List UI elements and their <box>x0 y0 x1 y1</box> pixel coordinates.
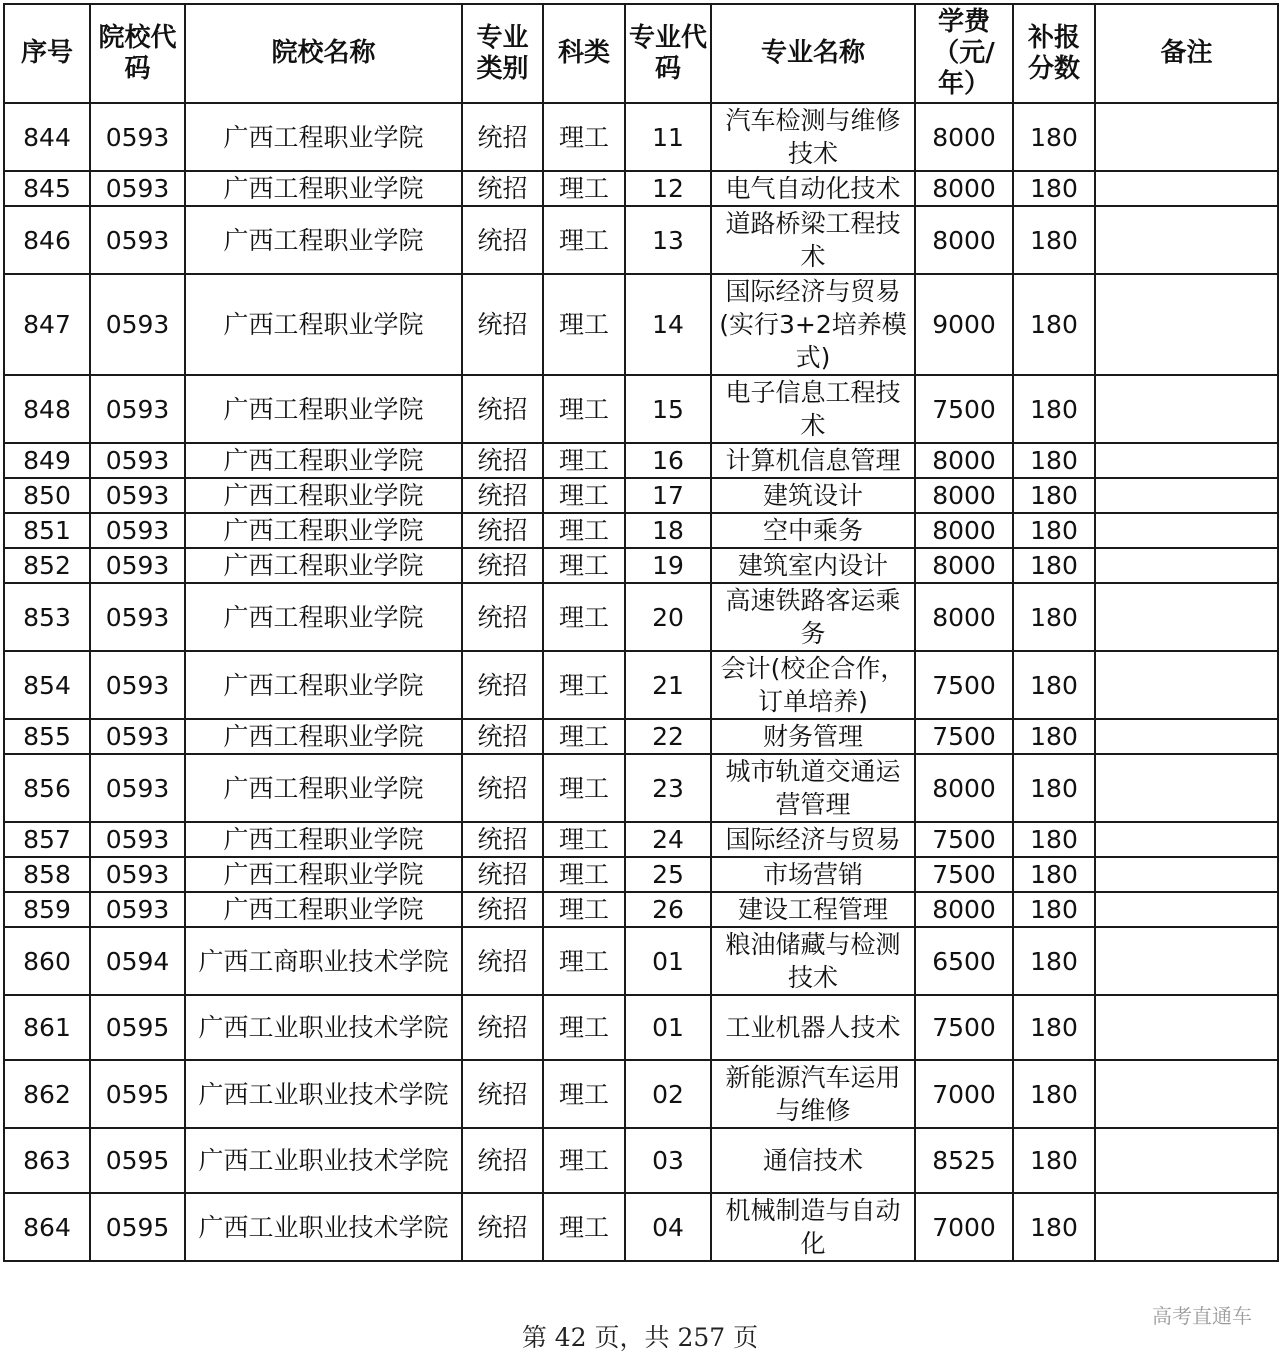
table-row <box>4 995 1278 1060</box>
header-cell: 备注 <box>1095 4 1278 103</box>
major-type-cell: 统招 <box>462 171 543 206</box>
table-row <box>4 927 1278 995</box>
table-row <box>4 443 1278 478</box>
table-header-row <box>4 4 1278 103</box>
school-name-cell: 广西工程职业学院 <box>185 513 462 548</box>
subject-category-cell: 理工 <box>543 1193 625 1261</box>
table-row <box>4 548 1278 583</box>
tuition-fee-cell: 8000 <box>915 583 1013 651</box>
supplement-score-cell: 180 <box>1013 103 1095 171</box>
major-code-cell: 13 <box>625 206 711 274</box>
header-cell: 专业名称 <box>711 4 915 103</box>
school-name-cell: 广西工程职业学院 <box>185 443 462 478</box>
school-name-cell: 广西工业职业技术学院 <box>185 1128 462 1193</box>
tuition-fee-cell: 7000 <box>915 1060 1013 1128</box>
school-name-cell: 广西工商职业技术学院 <box>185 927 462 995</box>
table-row <box>4 857 1278 892</box>
tuition-fee-cell: 7500 <box>915 995 1013 1060</box>
row-number-cell: 858 <box>4 857 90 892</box>
row-number-cell: 850 <box>4 478 90 513</box>
row-number-cell: 863 <box>4 1128 90 1193</box>
major-name-cell: 道路桥梁工程技术 <box>711 206 915 274</box>
school-name-cell: 广西工业职业技术学院 <box>185 995 462 1060</box>
major-type-cell: 统招 <box>462 274 543 375</box>
major-type-cell: 统招 <box>462 719 543 754</box>
school-code-cell: 0595 <box>90 1060 185 1128</box>
header-cell: 专业代码 <box>625 4 711 103</box>
school-name-cell: 广西工程职业学院 <box>185 478 462 513</box>
header-cell: 专业类别 <box>462 4 543 103</box>
remark-cell <box>1095 1193 1278 1261</box>
school-code-cell: 0595 <box>90 995 185 1060</box>
tuition-fee-cell: 8000 <box>915 548 1013 583</box>
remark-cell <box>1095 548 1278 583</box>
school-name-cell: 广西工程职业学院 <box>185 103 462 171</box>
tuition-fee-cell: 7500 <box>915 719 1013 754</box>
school-name-cell: 广西工程职业学院 <box>185 548 462 583</box>
table-row <box>4 1193 1278 1261</box>
subject-category-cell: 理工 <box>543 171 625 206</box>
subject-category-cell: 理工 <box>543 892 625 927</box>
tuition-fee-cell: 8000 <box>915 171 1013 206</box>
supplement-score-cell: 180 <box>1013 1060 1095 1128</box>
row-number-cell: 854 <box>4 651 90 719</box>
header-cell: 学费（元/年） <box>915 4 1013 103</box>
row-number-cell: 857 <box>4 822 90 857</box>
school-code-cell: 0594 <box>90 927 185 995</box>
remark-cell <box>1095 513 1278 548</box>
major-type-cell: 统招 <box>462 583 543 651</box>
school-code-cell: 0593 <box>90 651 185 719</box>
major-name-cell: 粮油储藏与检测技术 <box>711 927 915 995</box>
row-number-cell: 846 <box>4 206 90 274</box>
tuition-fee-cell: 8000 <box>915 443 1013 478</box>
subject-category-cell: 理工 <box>543 274 625 375</box>
major-type-cell: 统招 <box>462 1128 543 1193</box>
school-code-cell: 0595 <box>90 1128 185 1193</box>
major-code-cell: 25 <box>625 857 711 892</box>
row-number-cell: 855 <box>4 719 90 754</box>
remark-cell <box>1095 754 1278 822</box>
major-type-cell: 统招 <box>462 927 543 995</box>
remark-cell <box>1095 719 1278 754</box>
supplement-score-cell: 180 <box>1013 478 1095 513</box>
row-number-cell: 849 <box>4 443 90 478</box>
table-row <box>4 478 1278 513</box>
supplement-score-cell: 180 <box>1013 754 1095 822</box>
major-type-cell: 统招 <box>462 892 543 927</box>
header-cell: 科类 <box>543 4 625 103</box>
tuition-fee-cell: 7000 <box>915 1193 1013 1261</box>
remark-cell <box>1095 583 1278 651</box>
row-number-cell: 860 <box>4 927 90 995</box>
major-type-cell: 统招 <box>462 651 543 719</box>
major-code-cell: 01 <box>625 995 711 1060</box>
supplement-score-cell: 180 <box>1013 513 1095 548</box>
school-code-cell: 0593 <box>90 892 185 927</box>
remark-cell <box>1095 478 1278 513</box>
major-name-cell: 财务管理 <box>711 719 915 754</box>
row-number-cell: 856 <box>4 754 90 822</box>
tuition-fee-cell: 8525 <box>915 1128 1013 1193</box>
major-name-cell: 机械制造与自动化 <box>711 1193 915 1261</box>
table-row <box>4 513 1278 548</box>
major-code-cell: 19 <box>625 548 711 583</box>
major-type-cell: 统招 <box>462 754 543 822</box>
subject-category-cell: 理工 <box>543 513 625 548</box>
remark-cell <box>1095 171 1278 206</box>
major-name-cell: 电子信息工程技术 <box>711 375 915 443</box>
row-number-cell: 844 <box>4 103 90 171</box>
school-code-cell: 0593 <box>90 754 185 822</box>
major-type-cell: 统招 <box>462 103 543 171</box>
major-code-cell: 14 <box>625 274 711 375</box>
school-code-cell: 0593 <box>90 443 185 478</box>
subject-category-cell: 理工 <box>543 103 625 171</box>
tuition-fee-cell: 7500 <box>915 375 1013 443</box>
major-type-cell: 统招 <box>462 1193 543 1261</box>
row-number-cell: 864 <box>4 1193 90 1261</box>
table-row <box>4 171 1278 206</box>
table-row <box>4 206 1278 274</box>
subject-category-cell: 理工 <box>543 548 625 583</box>
table-row <box>4 822 1278 857</box>
subject-category-cell: 理工 <box>543 443 625 478</box>
row-number-cell: 848 <box>4 375 90 443</box>
school-name-cell: 广西工程职业学院 <box>185 719 462 754</box>
school-name-cell: 广西工程职业学院 <box>185 822 462 857</box>
tuition-fee-cell: 8000 <box>915 206 1013 274</box>
school-name-cell: 广西工程职业学院 <box>185 857 462 892</box>
row-number-cell: 862 <box>4 1060 90 1128</box>
subject-category-cell: 理工 <box>543 206 625 274</box>
admission-table <box>3 3 1279 1262</box>
school-name-cell: 广西工业职业技术学院 <box>185 1060 462 1128</box>
table-row <box>4 274 1278 375</box>
supplement-score-cell: 180 <box>1013 857 1095 892</box>
tuition-fee-cell: 7500 <box>915 857 1013 892</box>
major-type-cell: 统招 <box>462 822 543 857</box>
major-type-cell: 统招 <box>462 375 543 443</box>
supplement-score-cell: 180 <box>1013 171 1095 206</box>
school-code-cell: 0593 <box>90 857 185 892</box>
table-row <box>4 892 1278 927</box>
subject-category-cell: 理工 <box>543 719 625 754</box>
watermark-text: 高考直通车 <box>1152 1304 1252 1328</box>
remark-cell <box>1095 206 1278 274</box>
table-body <box>4 103 1278 1261</box>
tuition-fee-cell: 6500 <box>915 927 1013 995</box>
row-number-cell: 859 <box>4 892 90 927</box>
school-name-cell: 广西工程职业学院 <box>185 375 462 443</box>
major-code-cell: 03 <box>625 1128 711 1193</box>
row-number-cell: 861 <box>4 995 90 1060</box>
row-number-cell: 845 <box>4 171 90 206</box>
subject-category-cell: 理工 <box>543 927 625 995</box>
school-code-cell: 0595 <box>90 1193 185 1261</box>
major-type-cell: 统招 <box>462 548 543 583</box>
school-code-cell: 0593 <box>90 171 185 206</box>
page-footer: 第 42 页，共 257 页 <box>521 1323 759 1352</box>
header-cell: 补报分数 <box>1013 4 1095 103</box>
school-code-cell: 0593 <box>90 478 185 513</box>
major-type-cell: 统招 <box>462 206 543 274</box>
table-row <box>4 651 1278 719</box>
school-code-cell: 0593 <box>90 274 185 375</box>
major-code-cell: 01 <box>625 927 711 995</box>
remark-cell <box>1095 1128 1278 1193</box>
remark-cell <box>1095 822 1278 857</box>
major-name-cell: 工业机器人技术 <box>711 995 915 1060</box>
major-type-cell: 统招 <box>462 478 543 513</box>
major-name-cell: 建设工程管理 <box>711 892 915 927</box>
major-type-cell: 统招 <box>462 857 543 892</box>
school-name-cell: 广西工程职业学院 <box>185 651 462 719</box>
remark-cell <box>1095 651 1278 719</box>
major-name-cell: 高速铁路客运乘务 <box>711 583 915 651</box>
tuition-fee-cell: 9000 <box>915 274 1013 375</box>
tuition-fee-cell: 8000 <box>915 754 1013 822</box>
supplement-score-cell: 180 <box>1013 443 1095 478</box>
table-row <box>4 754 1278 822</box>
major-code-cell: 22 <box>625 719 711 754</box>
subject-category-cell: 理工 <box>543 1060 625 1128</box>
school-code-cell: 0593 <box>90 103 185 171</box>
table-row <box>4 1128 1278 1193</box>
subject-category-cell: 理工 <box>543 651 625 719</box>
supplement-score-cell: 180 <box>1013 651 1095 719</box>
school-name-cell: 广西工程职业学院 <box>185 892 462 927</box>
subject-category-cell: 理工 <box>543 375 625 443</box>
subject-category-cell: 理工 <box>543 754 625 822</box>
supplement-score-cell: 180 <box>1013 583 1095 651</box>
school-code-cell: 0593 <box>90 375 185 443</box>
school-code-cell: 0593 <box>90 583 185 651</box>
major-name-cell: 空中乘务 <box>711 513 915 548</box>
school-code-cell: 0593 <box>90 719 185 754</box>
major-code-cell: 04 <box>625 1193 711 1261</box>
row-number-cell: 852 <box>4 548 90 583</box>
major-code-cell: 02 <box>625 1060 711 1128</box>
row-number-cell: 851 <box>4 513 90 548</box>
major-code-cell: 12 <box>625 171 711 206</box>
major-name-cell: 新能源汽车运用与维修 <box>711 1060 915 1128</box>
table-row <box>4 1060 1278 1128</box>
subject-category-cell: 理工 <box>543 857 625 892</box>
school-code-cell: 0593 <box>90 513 185 548</box>
remark-cell <box>1095 892 1278 927</box>
header-cell: 院校名称 <box>185 4 462 103</box>
school-name-cell: 广西工程职业学院 <box>185 206 462 274</box>
school-name-cell: 广西工业职业技术学院 <box>185 1193 462 1261</box>
major-code-cell: 21 <box>625 651 711 719</box>
major-code-cell: 17 <box>625 478 711 513</box>
header-cell: 院校代码 <box>90 4 185 103</box>
school-code-cell: 0593 <box>90 548 185 583</box>
school-code-cell: 0593 <box>90 822 185 857</box>
remark-cell <box>1095 857 1278 892</box>
major-name-cell: 市场营销 <box>711 857 915 892</box>
remark-cell <box>1095 274 1278 375</box>
major-type-cell: 统招 <box>462 443 543 478</box>
table-row <box>4 583 1278 651</box>
subject-category-cell: 理工 <box>543 478 625 513</box>
major-code-cell: 15 <box>625 375 711 443</box>
major-type-cell: 统招 <box>462 1060 543 1128</box>
major-code-cell: 26 <box>625 892 711 927</box>
major-name-cell: 建筑设计 <box>711 478 915 513</box>
school-name-cell: 广西工程职业学院 <box>185 171 462 206</box>
remark-cell <box>1095 1060 1278 1128</box>
supplement-score-cell: 180 <box>1013 1128 1095 1193</box>
subject-category-cell: 理工 <box>543 995 625 1060</box>
table-row <box>4 103 1278 171</box>
major-name-cell: 国际经济与贸易 <box>711 822 915 857</box>
school-name-cell: 广西工程职业学院 <box>185 754 462 822</box>
supplement-score-cell: 180 <box>1013 927 1095 995</box>
tuition-fee-cell: 8000 <box>915 478 1013 513</box>
table-row <box>4 375 1278 443</box>
major-name-cell: 城市轨道交通运营管理 <box>711 754 915 822</box>
table-row <box>4 719 1278 754</box>
major-name-cell: 计算机信息管理 <box>711 443 915 478</box>
remark-cell <box>1095 103 1278 171</box>
remark-cell <box>1095 927 1278 995</box>
tuition-fee-cell: 8000 <box>915 513 1013 548</box>
tuition-fee-cell: 7500 <box>915 822 1013 857</box>
supplement-score-cell: 180 <box>1013 206 1095 274</box>
major-code-cell: 20 <box>625 583 711 651</box>
remark-cell <box>1095 443 1278 478</box>
major-type-cell: 统招 <box>462 995 543 1060</box>
major-code-cell: 24 <box>625 822 711 857</box>
supplement-score-cell: 180 <box>1013 892 1095 927</box>
school-name-cell: 广西工程职业学院 <box>185 274 462 375</box>
major-name-cell: 汽车检测与维修技术 <box>711 103 915 171</box>
subject-category-cell: 理工 <box>543 822 625 857</box>
remark-cell <box>1095 375 1278 443</box>
major-code-cell: 11 <box>625 103 711 171</box>
header-cell: 序号 <box>4 4 90 103</box>
supplement-score-cell: 180 <box>1013 719 1095 754</box>
major-name-cell: 通信技术 <box>711 1128 915 1193</box>
row-number-cell: 847 <box>4 274 90 375</box>
school-name-cell: 广西工程职业学院 <box>185 583 462 651</box>
supplement-score-cell: 180 <box>1013 822 1095 857</box>
subject-category-cell: 理工 <box>543 1128 625 1193</box>
supplement-score-cell: 180 <box>1013 274 1095 375</box>
school-code-cell: 0593 <box>90 206 185 274</box>
subject-category-cell: 理工 <box>543 583 625 651</box>
major-name-cell: 国际经济与贸易(实行3+2培养模式) <box>711 274 915 375</box>
tuition-fee-cell: 8000 <box>915 103 1013 171</box>
major-name-cell: 会计(校企合作，订单培养) <box>711 651 915 719</box>
major-type-cell: 统招 <box>462 513 543 548</box>
supplement-score-cell: 180 <box>1013 1193 1095 1261</box>
supplement-score-cell: 180 <box>1013 995 1095 1060</box>
major-code-cell: 23 <box>625 754 711 822</box>
major-code-cell: 18 <box>625 513 711 548</box>
tuition-fee-cell: 8000 <box>915 892 1013 927</box>
major-code-cell: 16 <box>625 443 711 478</box>
major-name-cell: 电气自动化技术 <box>711 171 915 206</box>
supplement-score-cell: 180 <box>1013 375 1095 443</box>
supplement-score-cell: 180 <box>1013 548 1095 583</box>
major-name-cell: 建筑室内设计 <box>711 548 915 583</box>
row-number-cell: 853 <box>4 583 90 651</box>
remark-cell <box>1095 995 1278 1060</box>
tuition-fee-cell: 7500 <box>915 651 1013 719</box>
